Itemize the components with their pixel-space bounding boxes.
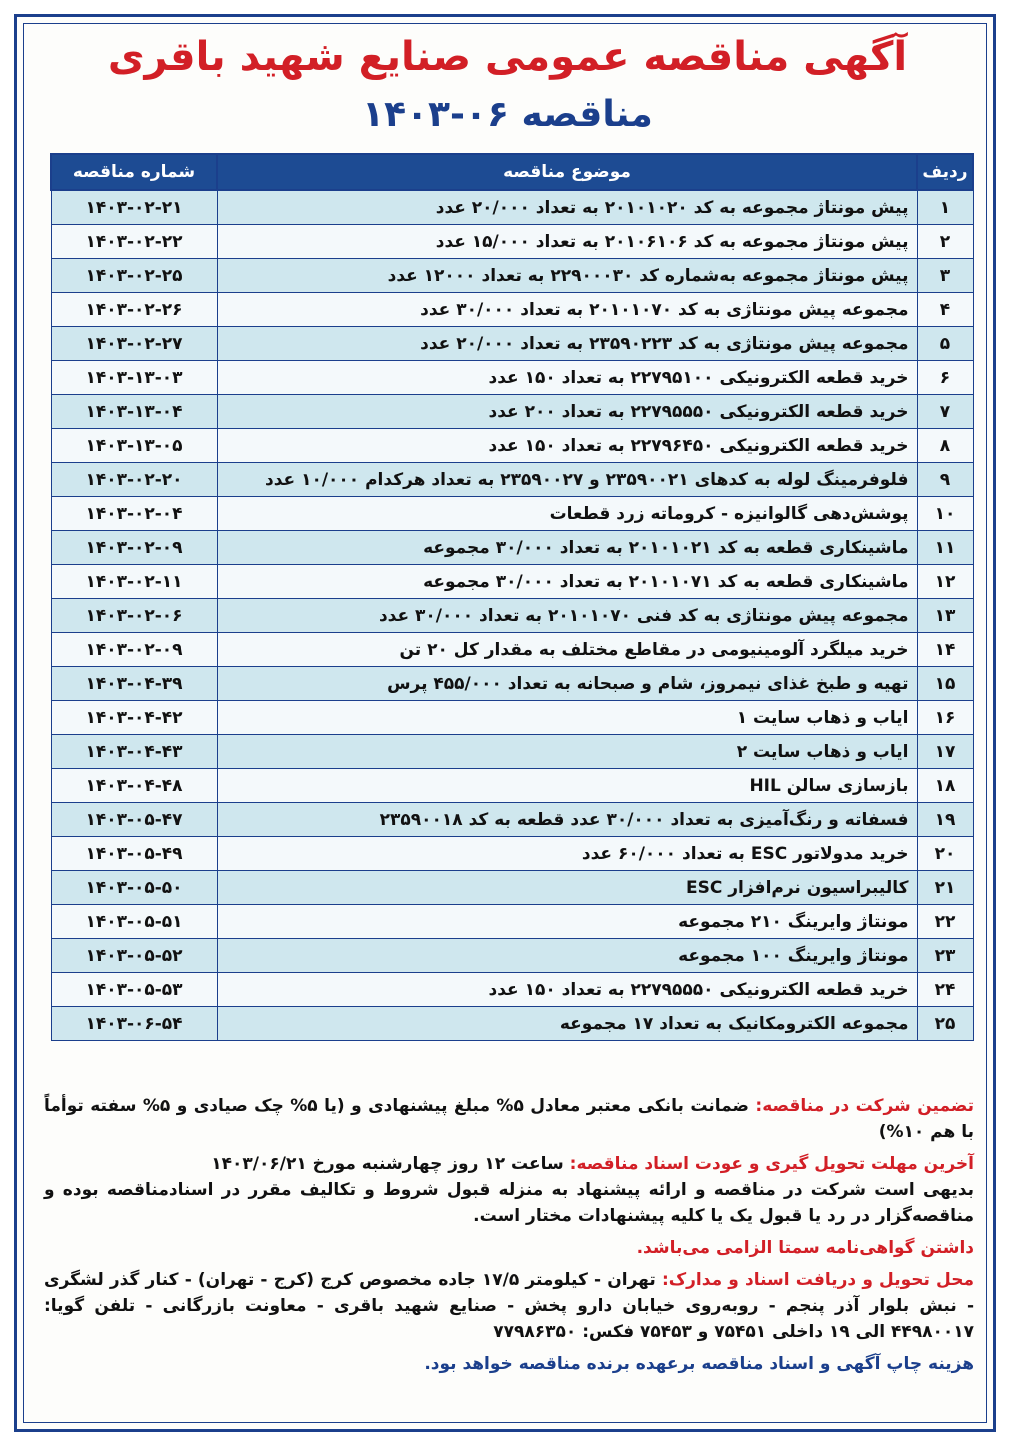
subject-cell: مجموعه پیش مونتاژی به کد فنی ۲۰۱۰۱۰۷۰ به تعداد ۳۰/۰۰۰ عدد [217,599,917,633]
table-row [51,361,973,395]
table-row [51,871,973,905]
table-row [51,259,973,293]
tender-number-cell: ۱۴۰۳-۰۲-۲۶ [51,293,217,327]
row-number-cell: ۱۵ [917,667,973,701]
column-header-tender-number: شماره مناقصه [51,154,217,190]
subject-cell: ایاب و ذهاب سایت ۲ [217,735,917,769]
guarantee-label: تضمین شرکت در مناقصه: [755,1096,974,1116]
subject-cell: مجموعه پیش مونتاژی به کد ۲۰۱۰۱۰۷۰ به تعداد ۳۰/۰۰۰ عدد [217,293,917,327]
row-number-cell: ۲۲ [917,905,973,939]
deadline-note [44,1151,974,1177]
tender-number-cell: ۱۴۰۳-۰۲-۲۱ [51,190,217,225]
certificate-note: داشتن گواهی‌نامه سمتا الزامی می‌باشد. [636,1238,974,1258]
delivery-text: تهران - کیلومتر ۱۷/۵ جاده مخصوص کرج (کرج - تهران) - کنار گذر لشگری - نبش بلوار آذر پنجم - روبه‌روی خیابان دارو پخش - صنایع شهید باقری - معاونت بازرگانی - تلفن گویا: ۴۴۹۸۰۰۱۷ الی ۱۹ داخلی ۷۵۴۵۱ و ۷۵۴۵۳ فکس: ۷۷۹۸۶۳۵۰ [44,1270,974,1342]
table-row [51,190,973,225]
subject-cell: مونتاژ وایرینگ ۲۱۰ مجموعه [217,905,917,939]
tender-number-cell: ۱۴۰۳-۰۵-۵۲ [51,939,217,973]
table-row [51,667,973,701]
row-number-cell: ۱۴ [917,633,973,667]
subject-cell: خرید قطعه الکترونیکی ۲۲۷۹۵۱۰۰ به تعداد ۱۵۰ عدد [217,361,917,395]
tender-number-cell: ۱۴۰۳-۰۲-۰۹ [51,531,217,565]
subject-cell: کالیبراسیون نرم‌افزار ESC [217,871,917,905]
conditions-note: بدیهی است شرکت در مناقصه و ارائه پیشنهاد به منزله قبول شروط و تکالیف مقرر در اسنادمناقصه بوده و مناقصه‌گزار در رد یا قبول یک یا کلیه پیشنهادات مختار است. [44,1180,974,1226]
subject-cell: پیش مونتاژ مجموعه به کد ۲۰۱۰۱۰۲۰ به تعداد ۲۰/۰۰۰ عدد [217,190,917,225]
table-row [51,905,973,939]
row-number-cell: ۶ [917,361,973,395]
tender-number-cell: ۱۴۰۳-۰۲-۰۶ [51,599,217,633]
subject-cell: پیش مونتاژ مجموعه به‌شماره کد ۲۲۹۰۰۰۳۰ به تعداد ۱۲۰۰۰ عدد [217,259,917,293]
table-row [51,327,973,361]
deadline-label: آخرین مهلت تحویل گیری و عودت اسناد مناقصه: [569,1154,974,1174]
tender-number-cell: ۱۴۰۳-۰۲-۲۷ [51,327,217,361]
table-row [51,837,973,871]
guarantee-note [44,1093,974,1145]
tender-number-cell: ۱۴۰۳-۰۵-۵۱ [51,905,217,939]
row-number-cell: ۲۵ [917,1007,973,1041]
subject-cell: فلوفرمینگ لوله به کدهای ۲۳۵۹۰۰۲۱ و ۲۳۵۹۰۰۲۷ به تعداد هرکدام ۱۰/۰۰۰ عدد [217,463,917,497]
tender-number-cell: ۱۴۰۳-۰۶-۵۴ [51,1007,217,1041]
tenders-table [50,153,974,1041]
subject-cell: بازسازی سالن HIL [217,769,917,803]
row-number-cell: ۷ [917,395,973,429]
subject-cell: خرید مدولاتور ESC به تعداد ۶۰/۰۰۰ عدد [217,837,917,871]
subject-cell: پوشش‌دهی گالوانیزه - کروماته زرد قطعات [217,497,917,531]
page-title: آگهی مناقصه عمومی صنایع شهید باقری [107,34,908,80]
table-row [51,769,973,803]
tender-number-cell: ۱۴۰۳-۱۳-۰۴ [51,395,217,429]
row-number-cell: ۱ [917,190,973,225]
cost-note: هزینه چاپ آگهی و اسناد مناقصه برعهده برنده مناقصه خواهد بود. [424,1354,974,1374]
row-number-cell: ۲۴ [917,973,973,1007]
tender-number-cell: ۱۴۰۳-۰۲-۰۴ [51,497,217,531]
row-number-cell: ۹ [917,463,973,497]
column-header-subject: موضوع مناقصه [217,154,917,190]
table-row [51,531,973,565]
tender-number-cell: ۱۴۰۳-۰۲-۲۰ [51,463,217,497]
row-number-cell: ۱۷ [917,735,973,769]
tender-number-cell: ۱۴۰۳-۰۲-۰۹ [51,633,217,667]
row-number-cell: ۱۲ [917,565,973,599]
row-number-cell: ۳ [917,259,973,293]
subject-cell: خرید قطعه الکترونیکی ۲۲۷۹۶۴۵۰ به تعداد ۱۵۰ عدد [217,429,917,463]
table-row [51,429,973,463]
row-number-cell: ۱۸ [917,769,973,803]
guarantee-text: ضمانت بانکی معتبر معادل ۵% مبلغ پیشنهادی و (یا ۵% چک صیادی و ۵% سفته توأماً با هم ۱۰%) [44,1096,974,1142]
table-row [51,735,973,769]
table-header-row [51,154,973,190]
subject-cell: خرید قطعه الکترونیکی ۲۲۷۹۵۵۵۰ به تعداد ۱۵۰ عدد [217,973,917,1007]
table-row [51,973,973,1007]
row-number-cell: ۱۶ [917,701,973,735]
subject-cell: خرید میلگرد آلومینیومی در مقاطع مختلف به مقدار کل ۲۰ تن [217,633,917,667]
table-row [51,939,973,973]
row-number-cell: ۲ [917,225,973,259]
table-row [51,293,973,327]
subject-cell: ایاب و ذهاب سایت ۱ [217,701,917,735]
column-header-row-number: ردیف [917,154,973,190]
table-row [51,565,973,599]
tender-number-cell: ۱۴۰۳-۰۴-۴۳ [51,735,217,769]
subject-cell: فسفاته و رنگ‌آمیزی به تعداد ۳۰/۰۰۰ عدد قطعه به کد ۲۳۵۹۰۰۱۸ [217,803,917,837]
tender-number-cell: ۱۴۰۳-۰۲-۲۵ [51,259,217,293]
tender-number-cell: ۱۴۰۳-۱۳-۰۳ [51,361,217,395]
tender-number-title: مناقصه ۰۶-۱۴۰۳ [362,94,653,135]
table-row [51,225,973,259]
row-number-cell: ۸ [917,429,973,463]
table-row [51,463,973,497]
row-number-cell: ۴ [917,293,973,327]
table-row [51,1007,973,1041]
row-number-cell: ۱۳ [917,599,973,633]
tender-number-cell: ۱۴۰۳-۰۵-۵۰ [51,871,217,905]
tender-number-cell: ۱۴۰۳-۰۴-۳۹ [51,667,217,701]
subject-cell: پیش مونتاژ مجموعه به کد ۲۰۱۰۶۱۰۶ به تعداد ۱۵/۰۰۰ عدد [217,225,917,259]
tender-number-cell: ۱۴۰۳-۰۵-۴۷ [51,803,217,837]
delivery-label: محل تحویل و دریافت اسناد و مدارک: [661,1270,975,1290]
tender-number-cell: ۱۴۰۳-۰۲-۲۲ [51,225,217,259]
tenders-table-body [51,190,973,1041]
deadline-text: ساعت ۱۲ روز چهارشنبه مورخ ۱۴۰۳/۰۶/۲۱ [211,1154,564,1174]
notes-section [44,1093,974,1383]
row-number-cell: ۵ [917,327,973,361]
subject-cell: مجموعه الکترومکانیک به تعداد ۱۷ مجموعه [217,1007,917,1041]
row-number-cell: ۲۰ [917,837,973,871]
row-number-cell: ۱۱ [917,531,973,565]
subject-cell: خرید قطعه الکترونیکی ۲۲۷۹۵۵۵۰ به تعداد ۲۰۰ عدد [217,395,917,429]
table-row [51,701,973,735]
subject-cell: مجموعه پیش مونتاژی به کد ۲۳۵۹۰۲۲۳ به تعداد ۲۰/۰۰۰ عدد [217,327,917,361]
subject-cell: ماشینکاری قطعه به کد ۲۰۱۰۱۰۷۱ به تعداد ۳۰/۰۰۰ مجموعه [217,565,917,599]
tender-number-cell: ۱۴۰۳-۰۲-۱۱ [51,565,217,599]
tender-number-cell: ۱۴۰۳-۰۴-۴۲ [51,701,217,735]
table-row [51,599,973,633]
tender-number-cell: ۱۴۰۳-۰۵-۵۳ [51,973,217,1007]
row-number-cell: ۱۰ [917,497,973,531]
table-row [51,497,973,531]
subject-cell: تهیه و طبخ غذای نیمروز، شام و صبحانه به تعداد ۴۵۵/۰۰۰ پرس [217,667,917,701]
tender-number-cell: ۱۴۰۳-۰۴-۴۸ [51,769,217,803]
tender-number-cell: ۱۴۰۳-۱۳-۰۵ [51,429,217,463]
subject-cell: مونتاژ وایرینگ ۱۰۰ مجموعه [217,939,917,973]
tender-number-cell: ۱۴۰۳-۰۵-۴۹ [51,837,217,871]
delivery-note [44,1267,974,1345]
row-number-cell: ۱۹ [917,803,973,837]
table-row [51,395,973,429]
row-number-cell: ۲۳ [917,939,973,973]
table-row [51,633,973,667]
row-number-cell: ۲۱ [917,871,973,905]
subject-cell: ماشینکاری قطعه به کد ۲۰۱۰۱۰۲۱ به تعداد ۳۰/۰۰۰ مجموعه [217,531,917,565]
table-row [51,803,973,837]
